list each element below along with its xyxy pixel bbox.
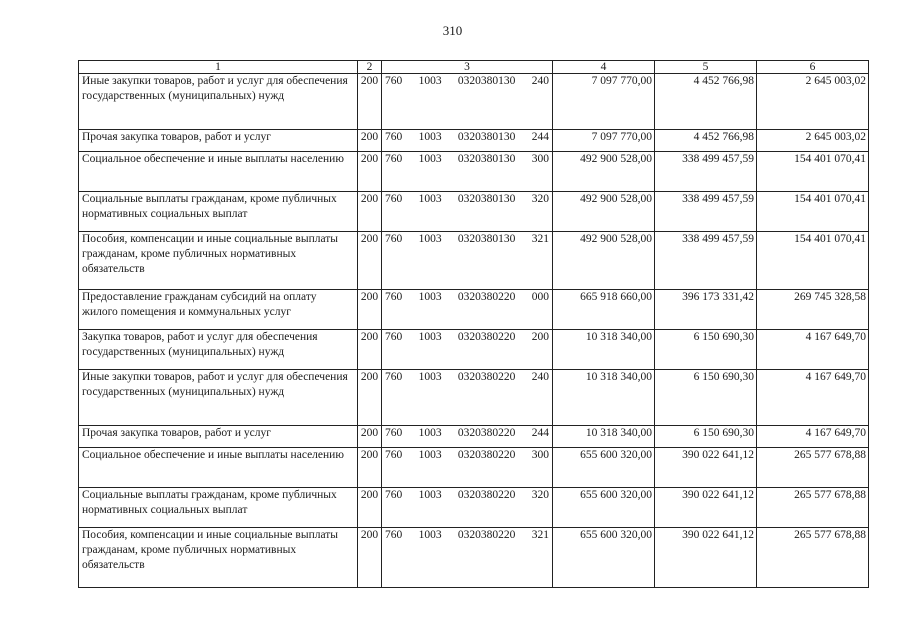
ministry-code: 760 [385, 233, 403, 245]
ministry-code: 760 [385, 489, 403, 501]
row-classification-code [382, 152, 553, 192]
section-code: 1003 [418, 75, 442, 87]
row-code-column-2: 200 [358, 488, 382, 528]
code-parts [384, 370, 550, 385]
ministry-code: 760 [385, 331, 403, 343]
row-planned-amount: 7 097 770,00 [553, 74, 655, 130]
ministry-code: 760 [385, 75, 403, 87]
ministry-code: 760 [385, 131, 403, 143]
code-parts [384, 290, 550, 305]
expense-type-code: 300 [531, 153, 549, 165]
header-col-3: 3 [382, 61, 553, 74]
ministry-code: 760 [385, 427, 403, 439]
row-classification-code [382, 448, 553, 488]
header-col-6: 6 [757, 61, 869, 74]
row-classification-code [382, 330, 553, 370]
ministry-code: 760 [385, 193, 403, 205]
row-remaining-amount: 4 167 649,70 [757, 370, 869, 426]
code-parts [384, 130, 550, 145]
row-executed-amount: 338 499 457,59 [655, 192, 757, 232]
row-executed-amount: 390 022 641,12 [655, 488, 757, 528]
row-executed-amount: 338 499 457,59 [655, 152, 757, 192]
expense-type-code: 321 [531, 529, 549, 541]
row-executed-amount: 390 022 641,12 [655, 448, 757, 488]
section-code: 1003 [418, 449, 442, 461]
row-classification-code [382, 130, 553, 152]
row-code-column-2: 200 [358, 528, 382, 588]
table-row [79, 426, 869, 448]
target-article-code: 0320380130 [457, 75, 516, 87]
table-row [79, 74, 869, 130]
target-article-code: 0320380130 [457, 233, 516, 245]
row-executed-amount: 6 150 690,30 [655, 370, 757, 426]
row-name: Социальное обеспечение и иные выплаты населению [79, 152, 358, 192]
table-row [79, 192, 869, 232]
table-row [79, 370, 869, 426]
section-code: 1003 [418, 131, 442, 143]
row-remaining-amount: 154 401 070,41 [757, 152, 869, 192]
target-article-code: 0320380220 [457, 371, 516, 383]
row-classification-code [382, 74, 553, 130]
row-remaining-amount: 265 577 678,88 [757, 528, 869, 588]
expense-type-code: 320 [531, 489, 549, 501]
code-parts [384, 74, 550, 89]
row-classification-code [382, 488, 553, 528]
code-parts [384, 528, 550, 543]
expense-type-code: 240 [531, 371, 549, 383]
row-classification-code [382, 370, 553, 426]
row-code-column-2: 200 [358, 330, 382, 370]
header-col-2: 2 [358, 61, 382, 74]
header-row [79, 61, 869, 74]
row-code-column-2: 200 [358, 74, 382, 130]
expense-type-code: 244 [531, 131, 549, 143]
expense-type-code: 320 [531, 193, 549, 205]
table-row [79, 232, 869, 290]
code-parts [384, 448, 550, 463]
target-article-code: 0320380220 [457, 331, 516, 343]
target-article-code: 0320380130 [457, 193, 516, 205]
row-name: Пособия, компенсации и иные социальные выплаты гражданам, кроме публичных нормативных обязательств [79, 232, 358, 290]
row-planned-amount: 655 600 320,00 [553, 528, 655, 588]
target-article-code: 0320380220 [457, 291, 516, 303]
header-col-4: 4 [553, 61, 655, 74]
row-planned-amount: 492 900 528,00 [553, 192, 655, 232]
row-classification-code [382, 426, 553, 448]
ministry-code: 760 [385, 153, 403, 165]
row-planned-amount: 492 900 528,00 [553, 232, 655, 290]
row-name: Иные закупки товаров, работ и услуг для обеспечения государственных (муниципальных) нужд [79, 370, 358, 426]
row-name: Иные закупки товаров, работ и услуг для обеспечения государственных (муниципальных) нужд [79, 74, 358, 130]
header-col-5: 5 [655, 61, 757, 74]
row-code-column-2: 200 [358, 152, 382, 192]
row-remaining-amount: 2 645 003,02 [757, 130, 869, 152]
row-planned-amount: 655 600 320,00 [553, 448, 655, 488]
row-executed-amount: 390 022 641,12 [655, 528, 757, 588]
expense-type-code: 244 [531, 427, 549, 439]
section-code: 1003 [418, 233, 442, 245]
row-remaining-amount: 4 167 649,70 [757, 330, 869, 370]
target-article-code: 0320380130 [457, 153, 516, 165]
expense-type-code: 300 [531, 449, 549, 461]
target-article-code: 0320380220 [457, 449, 516, 461]
code-parts [384, 192, 550, 207]
row-executed-amount: 6 150 690,30 [655, 330, 757, 370]
row-planned-amount: 7 097 770,00 [553, 130, 655, 152]
table-row [79, 130, 869, 152]
row-planned-amount: 665 918 660,00 [553, 290, 655, 330]
row-remaining-amount: 154 401 070,41 [757, 232, 869, 290]
row-name: Прочая закупка товаров, работ и услуг [79, 426, 358, 448]
expense-type-code: 321 [531, 233, 549, 245]
target-article-code: 0320380220 [457, 427, 516, 439]
row-planned-amount: 10 318 340,00 [553, 330, 655, 370]
row-classification-code [382, 192, 553, 232]
row-name: Предоставление гражданам субсидий на оплату жилого помещения и коммунальных услуг [79, 290, 358, 330]
ministry-code: 760 [385, 371, 403, 383]
code-parts [384, 488, 550, 503]
row-code-column-2: 200 [358, 448, 382, 488]
row-classification-code [382, 528, 553, 588]
row-code-column-2: 200 [358, 290, 382, 330]
row-planned-amount: 10 318 340,00 [553, 370, 655, 426]
target-article-code: 0320380220 [457, 489, 516, 501]
row-code-column-2: 200 [358, 130, 382, 152]
row-planned-amount: 492 900 528,00 [553, 152, 655, 192]
row-classification-code [382, 290, 553, 330]
row-code-column-2: 200 [358, 426, 382, 448]
section-code: 1003 [418, 153, 442, 165]
ministry-code: 760 [385, 449, 403, 461]
page-number: 310 [442, 23, 463, 38]
row-executed-amount: 6 150 690,30 [655, 426, 757, 448]
table-row [79, 152, 869, 192]
row-name: Социальные выплаты гражданам, кроме публичных нормативных социальных выплат [79, 192, 358, 232]
row-remaining-amount: 2 645 003,02 [757, 74, 869, 130]
target-article-code: 0320380220 [457, 529, 516, 541]
row-code-column-2: 200 [358, 232, 382, 290]
budget-table [78, 60, 869, 588]
code-parts [384, 232, 550, 247]
row-name: Социальные выплаты гражданам, кроме публичных нормативных социальных выплат [79, 488, 358, 528]
row-remaining-amount: 265 577 678,88 [757, 488, 869, 528]
row-remaining-amount: 4 167 649,70 [757, 426, 869, 448]
row-planned-amount: 10 318 340,00 [553, 426, 655, 448]
section-code: 1003 [418, 291, 442, 303]
code-parts [384, 426, 550, 441]
row-executed-amount: 4 452 766,98 [655, 130, 757, 152]
expense-type-code: 240 [531, 75, 549, 87]
ministry-code: 760 [385, 529, 403, 541]
row-code-column-2: 200 [358, 370, 382, 426]
expense-type-code: 000 [531, 291, 549, 303]
section-code: 1003 [418, 529, 442, 541]
section-code: 1003 [418, 489, 442, 501]
row-remaining-amount: 269 745 328,58 [757, 290, 869, 330]
table-row [79, 528, 869, 588]
row-name: Закупка товаров, работ и услуг для обеспечения государственных (муниципальных) нужд [79, 330, 358, 370]
row-classification-code [382, 232, 553, 290]
section-code: 1003 [418, 371, 442, 383]
row-planned-amount: 655 600 320,00 [553, 488, 655, 528]
row-name: Социальное обеспечение и иные выплаты населению [79, 448, 358, 488]
section-code: 1003 [418, 193, 442, 205]
row-remaining-amount: 154 401 070,41 [757, 192, 869, 232]
row-code-column-2: 200 [358, 192, 382, 232]
ministry-code: 760 [385, 291, 403, 303]
target-article-code: 0320380130 [457, 131, 516, 143]
table-row [79, 448, 869, 488]
section-code: 1003 [418, 331, 442, 343]
header-col-1: 1 [79, 61, 358, 74]
row-name: Пособия, компенсации и иные социальные выплаты гражданам, кроме публичных нормативных обязательств [79, 528, 358, 588]
expense-type-code: 200 [531, 331, 549, 343]
code-parts [384, 330, 550, 345]
row-name: Прочая закупка товаров, работ и услуг [79, 130, 358, 152]
section-code: 1003 [418, 427, 442, 439]
row-executed-amount: 4 452 766,98 [655, 74, 757, 130]
code-parts [384, 152, 550, 167]
row-executed-amount: 396 173 331,42 [655, 290, 757, 330]
row-remaining-amount: 265 577 678,88 [757, 448, 869, 488]
table-row [79, 290, 869, 330]
row-executed-amount: 338 499 457,59 [655, 232, 757, 290]
table-row [79, 330, 869, 370]
table-row [79, 488, 869, 528]
